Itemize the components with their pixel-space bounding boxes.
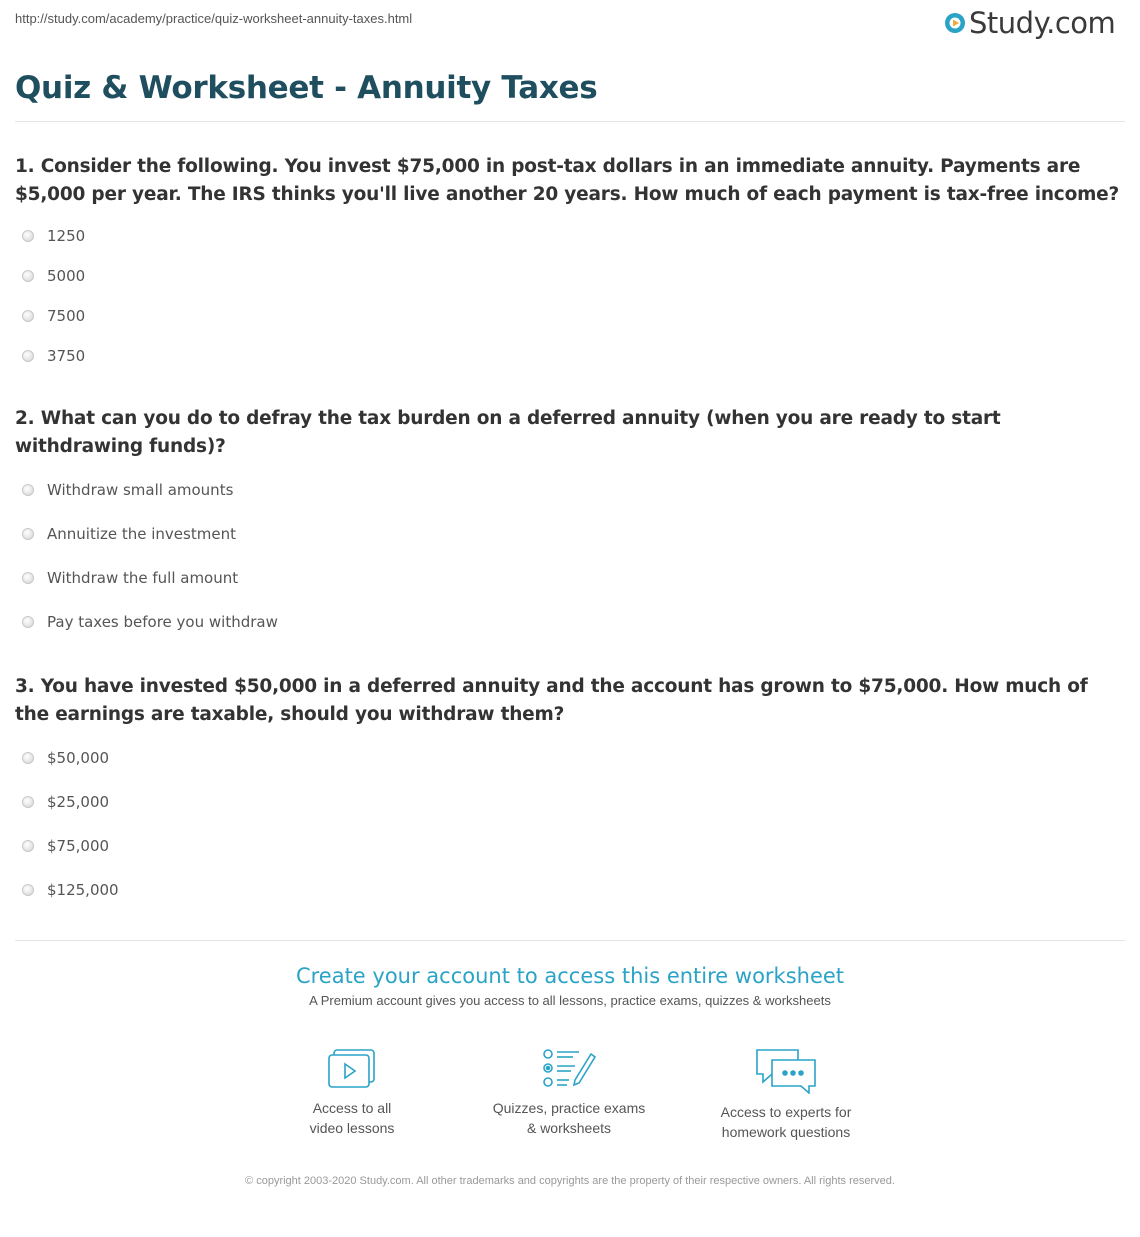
answer-option[interactable]: $75,000 <box>22 837 109 855</box>
chat-bubbles-icon <box>754 1046 818 1094</box>
answer-option[interactable]: 5000 <box>22 267 85 285</box>
play-logo-icon <box>944 12 966 34</box>
cta-subtitle: A Premium account gives you access to all lessons, practice exams, quizzes & worksheets <box>309 993 831 1008</box>
radio-button[interactable] <box>22 616 34 628</box>
question-2: 2. What can you do to defray the tax burden on a deferred annuity (when you are ready to start withdrawing funds)? <box>15 408 1001 457</box>
feature-experts <box>686 1046 886 1142</box>
video-lessons-icon <box>326 1046 378 1090</box>
radio-button[interactable] <box>22 310 34 322</box>
create-account-link[interactable]: Create your account to access this entire worksheet <box>295 964 845 988</box>
question-1: 1. Consider the following. You invest $75,000 in post-tax dollars in an immediate annuity. Payments are $5,000 per year. The IRS thinks you'll live another 20 years. How much of each payment is tax-free income? <box>15 156 1120 205</box>
answer-option[interactable]: $125,000 <box>22 881 119 899</box>
radio-button[interactable] <box>22 572 34 584</box>
page-title: Quiz & Worksheet - Annuity Taxes <box>15 70 598 106</box>
divider <box>15 940 1125 941</box>
radio-button[interactable] <box>22 350 34 362</box>
radio-button[interactable] <box>22 484 34 496</box>
radio-button[interactable] <box>22 840 34 852</box>
feature-label: Access to experts for homework questions <box>720 1104 852 1140</box>
answer-option[interactable]: $50,000 <box>22 749 109 767</box>
answer-option[interactable]: 3750 <box>22 347 85 365</box>
answer-option[interactable]: Withdraw small amounts <box>22 481 233 499</box>
radio-button[interactable] <box>22 752 34 764</box>
quiz-checklist-icon <box>541 1046 597 1090</box>
radio-button[interactable] <box>22 270 34 282</box>
radio-button[interactable] <box>22 796 34 808</box>
study-logo[interactable] <box>944 6 1115 40</box>
copyright-text: © copyright 2003-2020 Study.com. All other trademarks and copyrights are the property of their respective owners. All rights reserved. <box>245 1175 895 1187</box>
answer-option[interactable]: 7500 <box>22 307 85 325</box>
answer-option[interactable]: Pay taxes before you withdraw <box>22 613 278 631</box>
question-3: 3. You have invested $50,000 in a deferred annuity and the account has grown to $75,000. How much of the earnings are taxable, should you withdraw them? <box>15 676 1088 725</box>
answer-option[interactable]: Withdraw the full amount <box>22 569 238 587</box>
radio-button[interactable] <box>22 528 34 540</box>
feature-video-lessons <box>252 1046 452 1138</box>
divider <box>15 121 1125 122</box>
page-url: http://study.com/academy/practice/quiz-worksheet-annuity-taxes.html <box>15 11 413 26</box>
answer-option[interactable]: 1250 <box>22 227 85 245</box>
answer-option[interactable]: Annuitize the investment <box>22 525 236 543</box>
feature-label: Access to all video lessons <box>309 1100 395 1136</box>
feature-label: Quizzes, practice exams & worksheets <box>492 1100 646 1136</box>
radio-button[interactable] <box>22 230 34 242</box>
radio-button[interactable] <box>22 884 34 896</box>
feature-quizzes <box>469 1046 669 1138</box>
answer-option[interactable]: $25,000 <box>22 793 109 811</box>
logo-text: Study.com <box>969 6 1116 40</box>
